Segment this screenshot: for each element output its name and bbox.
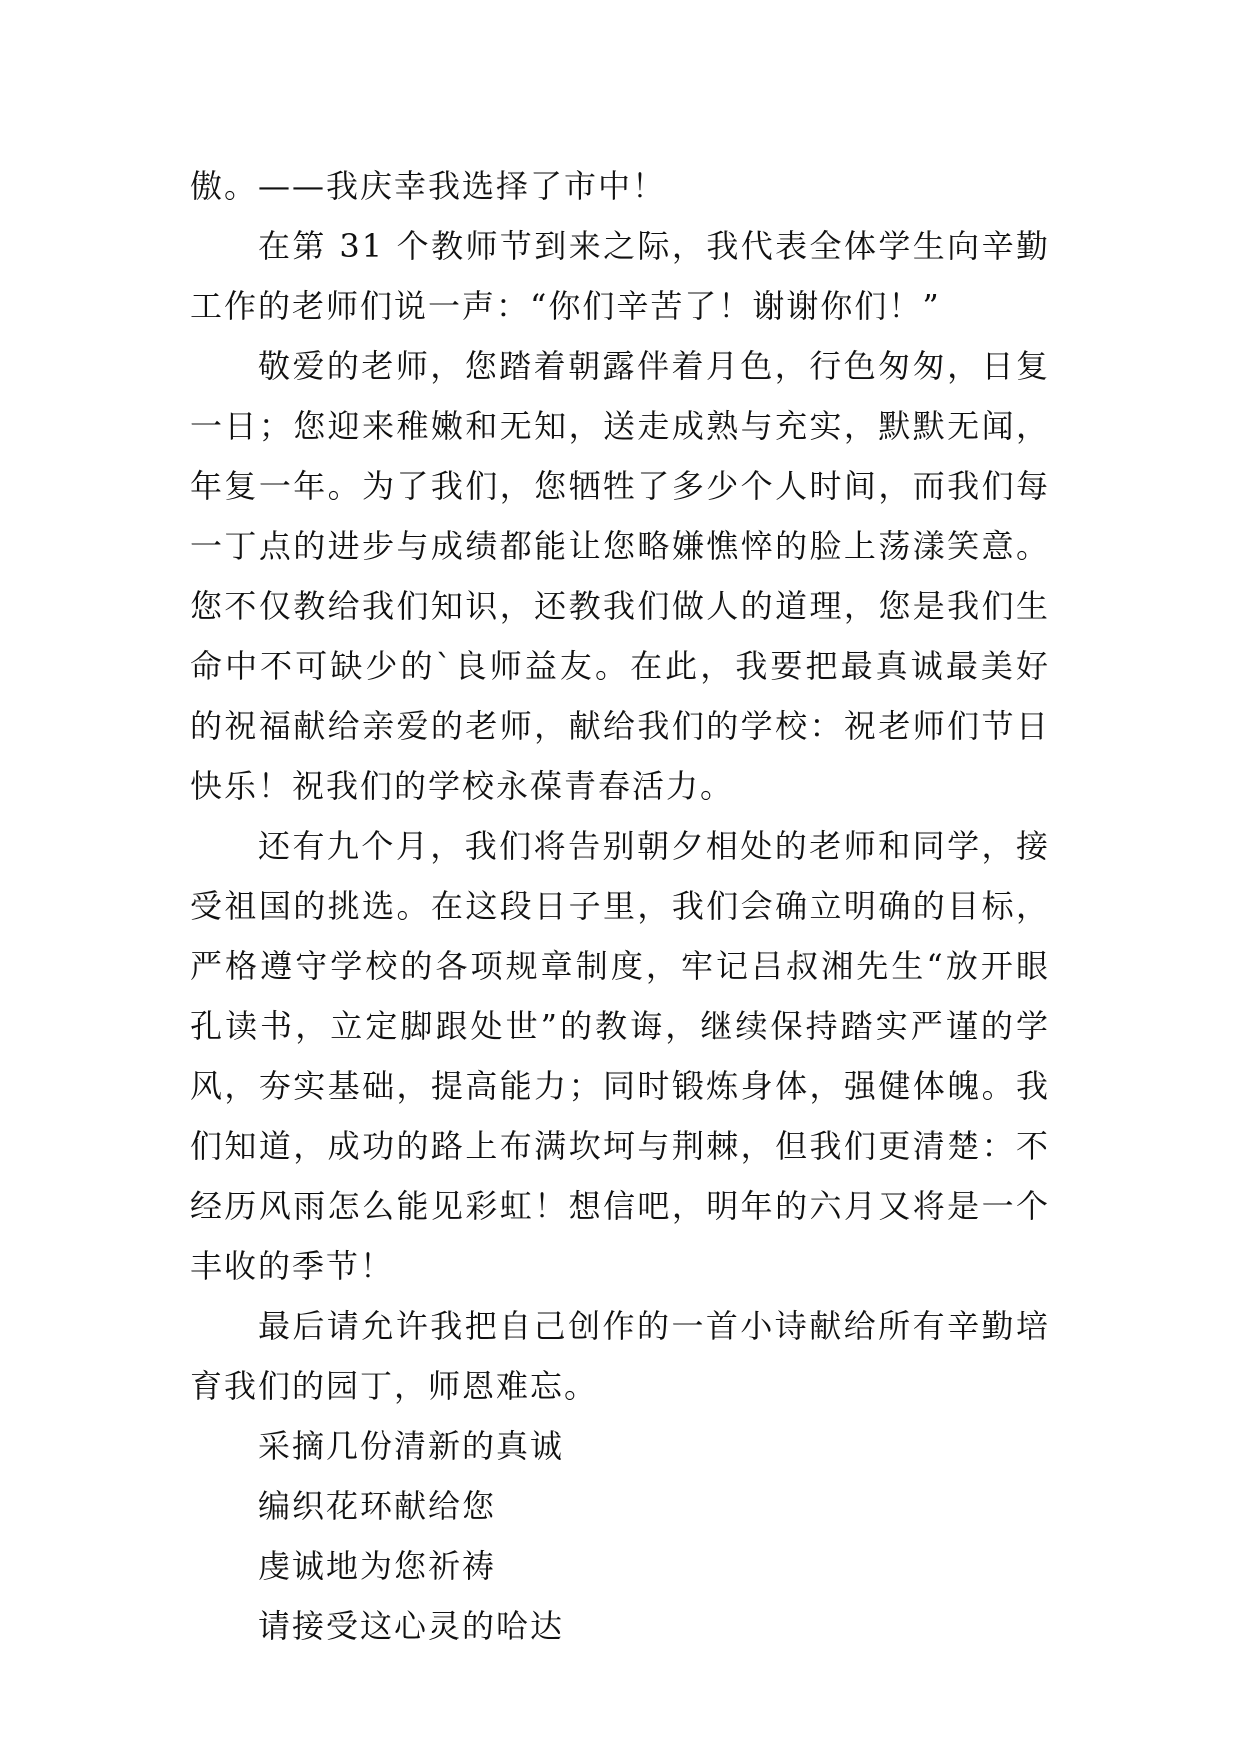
paragraph-continuation: 傲。——我庆幸我选择了市中！: [190, 167, 667, 205]
document-body: [190, 156, 1050, 1656]
paragraph-nine-months: 还有九个月，我们将告别朝夕相处的老师和同学，接受祖国的挑选。在这段日子里，我们会确立明确的目标，严格遵守学校的各项规章制度，牢记吕叔湘先生“放开眼孔读书，立定脚跟处世”的教诲，继续保持踏实严谨的学风，夯实基础，提高能力；同时锻炼身体，强健体魄。我们知道，成功的路上布满坎坷与荆棘，但我们更清楚：不经历风雨怎么能见彩虹！想信吧，明年的六月又将是一个丰收的季节！: [190, 827, 1050, 1285]
paragraph-respected-teacher: 敬爱的老师，您踏着朝露伴着月色，行色匆匆，日复一日；您迎来稚嫩和无知，送走成熟与充实，默默无闻，年复一年。为了我们，您牺牲了多少个人时间，而我们每一丁点的进步与成绩都能让您略嫌憔悴的脸上荡漾笑意。您不仅教给我们知识，还教我们做人的道理，您是我们生命中不可缺少的`良师益友。在此，我要把最真诚最美好的祝福献给亲爱的老师，献给我们的学校：祝老师们节日快乐！祝我们的学校永葆青春活力。: [190, 347, 1050, 805]
paragraph-teachers-day: 在第 31 个教师节到来之际，我代表全体学生向辛勤工作的老师们说一声：“你们辛苦了！谢谢你们！”: [190, 227, 1050, 325]
poem: [190, 1416, 1050, 1656]
poem-line: 虔诚地为您祈祷: [258, 1547, 497, 1585]
paragraph-poem-intro: 最后请允许我把自己创作的一首小诗献给所有辛勤培育我们的园丁，师恩难忘。: [190, 1307, 1050, 1405]
poem-line: 编织花环献给您: [258, 1487, 497, 1525]
poem-line: 请接受这心灵的哈达: [258, 1607, 565, 1645]
poem-line: 采摘几份清新的真诚: [258, 1427, 565, 1465]
